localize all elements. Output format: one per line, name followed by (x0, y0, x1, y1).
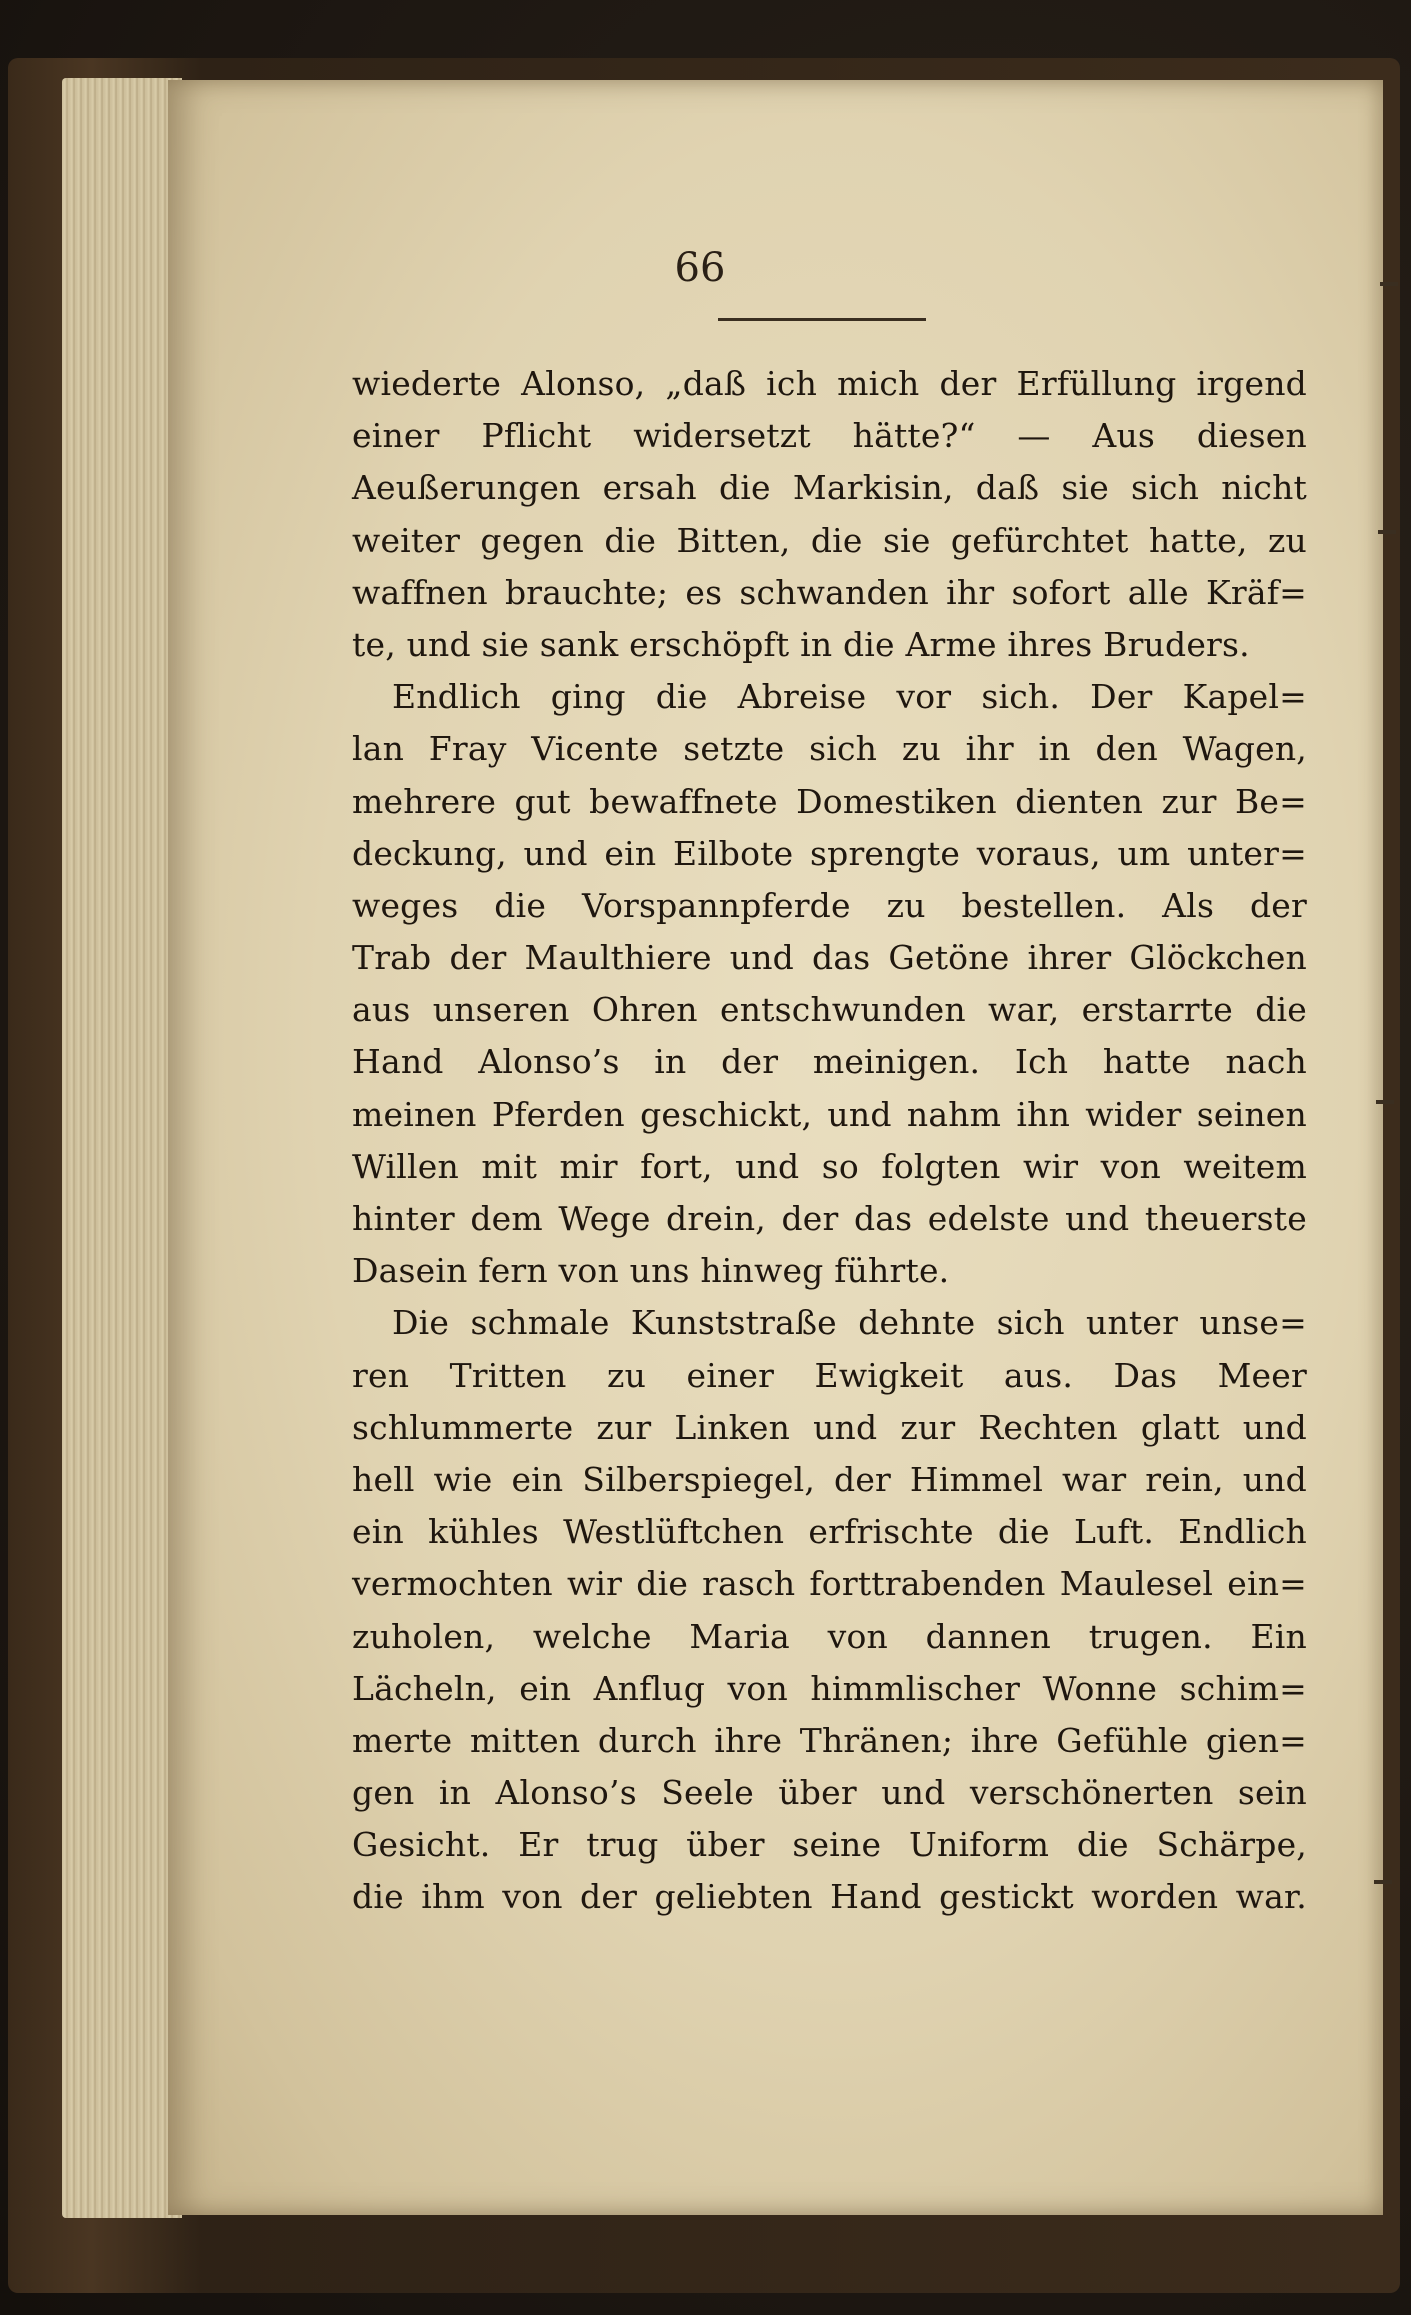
text-line: hinter dem Wege drein, der das edelste und theuerste (352, 1199, 1307, 1238)
text-line: mehrere gut bewaffnete Domestiken dienten zur Be= (352, 781, 1307, 821)
text-line: Dasein fern von uns hinweg führte. (352, 1251, 950, 1291)
text-line: deckung, und ein Eilbote sprengte voraus, um unter= (352, 833, 1307, 873)
text-line: Aeußerungen ersah die Markisin, daß sie sich nicht (352, 468, 1307, 508)
text-line: zuholen, welche Maria von dannen trugen. Ein (352, 1616, 1307, 1656)
text-line: waffnen brauchte; es schwanden ihr sofort alle Kräf= (352, 572, 1307, 612)
margin-mark (1378, 530, 1396, 534)
header-rule (718, 318, 926, 321)
text-line: vermochten wir die rasch forttrabenden Maulesel ein= (352, 1564, 1307, 1604)
text-line: einer Pflicht widersetzt hätte?“ — Aus diesen (352, 416, 1307, 456)
text-line: lan Fray Vicente setzte sich zu ihr in den Wagen, (352, 729, 1307, 769)
page-edges (62, 78, 182, 2218)
body-text (352, 358, 1307, 1924)
margin-mark (1376, 1100, 1394, 1104)
margin-mark (1374, 1880, 1392, 1884)
text-line: Die schmale Kunststraße dehnte sich unter unse= (392, 1303, 1307, 1343)
text-line: Hand Alonso’s in der meinigen. Ich hatte nach (352, 1042, 1307, 1082)
text-line: te, und sie sank erschöpft in die Arme ihres Bruders. (352, 624, 1250, 664)
text-line: ein kühles Westlüftchen erfrischte die Luft. Endlich (352, 1512, 1307, 1552)
text-line: Gesicht. Er trug über seine Uniform die Schärpe, (352, 1825, 1307, 1865)
text-line: gen in Alonso’s Seele über und verschönerten sein (352, 1773, 1307, 1813)
text-line: ren Tritten zu einer Ewigkeit aus. Das Meer (352, 1355, 1307, 1395)
text-line: weges die Vorspannpferde zu bestellen. Als der (352, 885, 1307, 925)
text-line: hell wie ein Silberspiegel, der Himmel war rein, und (352, 1459, 1307, 1499)
text-line: Trab der Maulthiere und das Getöne ihrer Glöckchen (352, 938, 1307, 978)
text-line: Endlich ging die Abreise vor sich. Der Kapel= (392, 677, 1307, 717)
margin-mark (1380, 282, 1398, 286)
text-line: meinen Pferden geschickt, und nahm ihn wider seinen (352, 1094, 1307, 1134)
text-line: die ihm von der geliebten Hand gestickt worden war. (352, 1877, 1307, 1917)
page-number: 66 (674, 245, 726, 291)
text-line: Willen mit mir fort, und so folgten wir von weitem (352, 1146, 1307, 1186)
text-line: wiederte Alonso, „daß ich mich der Erfüllung irgend (352, 364, 1307, 403)
text-line: weiter gegen die Bitten, die sie gefürchtet hatte, zu (352, 520, 1307, 560)
text-line: merte mitten durch ihre Thränen; ihre Gefühle gien= (352, 1720, 1307, 1760)
text-line: schlummerte zur Linken und zur Rechten glatt und (352, 1407, 1307, 1447)
text-line: Lächeln, ein Anflug von himmlischer Wonne schim= (352, 1668, 1307, 1708)
text-line: aus unseren Ohren entschwunden war, erstarrte die (352, 990, 1307, 1030)
